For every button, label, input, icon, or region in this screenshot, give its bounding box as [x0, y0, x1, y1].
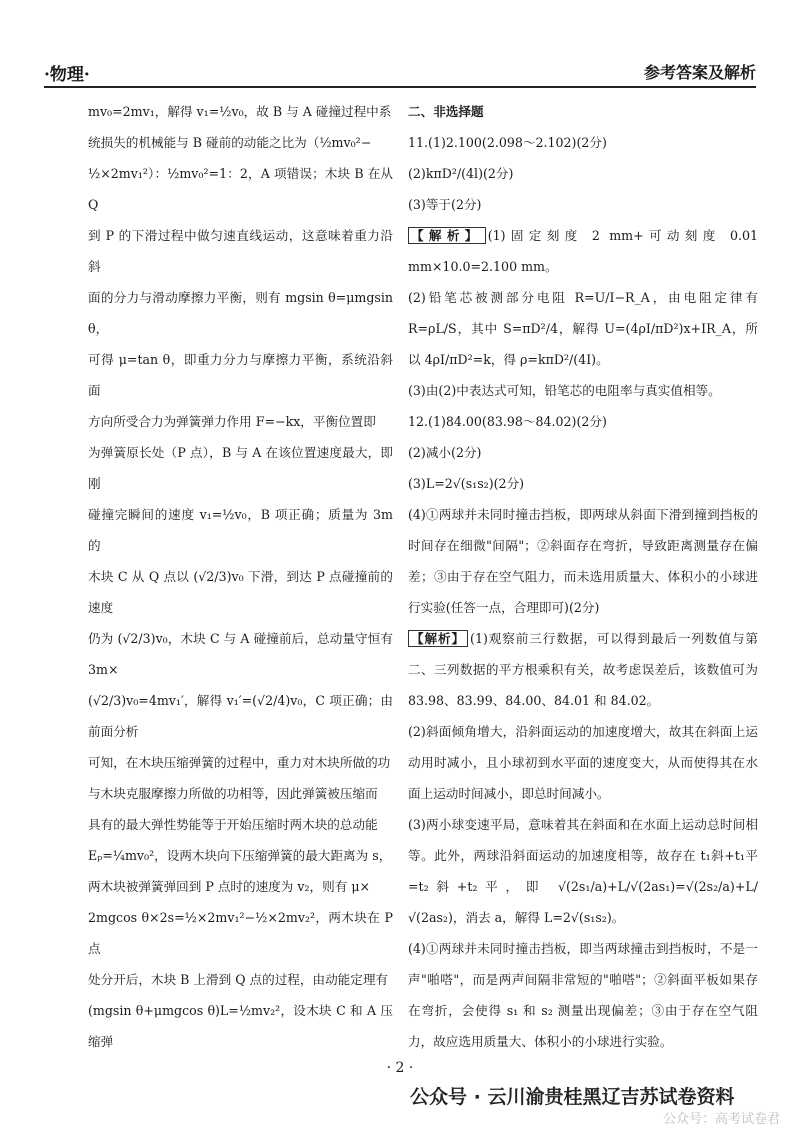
answer-text: (4)①两球并未同时撞击挡板，即当两球撞击到挡板时，不是一声"啪嗒"，而是两声间隔非常短的"啪嗒"；②斜面平板如果存在弯折，会使得 s₁ 和 s₂ 测量出现偏差；③由于存在空气阻力，故应选用质量大、体积小的小球进行实验。	[408, 941, 758, 1049]
answer-text: 二、非选择题	[408, 104, 484, 119]
solution-line: (√2/3)v₀=4mv₁′，解得 v₁′=(√2/4)v₀，C 项正确；由前面分析	[88, 693, 393, 739]
header-rule	[44, 86, 756, 88]
answer-text: (3)等于(2分)	[408, 197, 482, 212]
answer-paragraph	[408, 282, 758, 375]
solution-line: 方向所受合力为弹簧弹力作用 F=−kx，平衡位置即	[88, 414, 376, 429]
answer-text: (3)L=2√(s₁s₂)(2分)	[408, 476, 525, 491]
answer-paragraph	[408, 716, 758, 809]
answer-paragraph	[408, 499, 758, 623]
solution-line: 木块 C 从 Q 点以 (√2/3)v₀ 下滑，到达 P 点碰撞前的速度	[88, 569, 393, 615]
page-header	[44, 48, 756, 88]
answer-text: 12.(1)84.00(83.98～84.02)(2分)	[408, 414, 607, 429]
answer-text: (2)减小(2分)	[408, 445, 482, 460]
answer-paragraph	[408, 468, 758, 499]
footer-subtext: 公众号：高考试卷君	[662, 1112, 780, 1127]
solution-line: 两木块被弹簧弹回到 P 点时的速度为 v₂，则有 μ×	[88, 879, 371, 894]
analysis-tag: 【解析】	[408, 227, 486, 244]
solution-line: 统损失的机械能与 B 碰前的动能之比为（½mv₀²−	[88, 135, 372, 150]
solution-line: 可得 μ=tan θ，即重力分力与摩擦力平衡，系统沿斜面	[88, 352, 393, 398]
answer-paragraph	[408, 406, 758, 437]
answer-text: (1)固定刻度 2 mm+可动刻度 0.01 mm×10.0=2.100 mm。	[408, 228, 758, 274]
solution-line: Eₚ=¼mv₀²，设两木块向下压缩弹簧的最大距离为 s，	[88, 848, 392, 863]
solution-line: 仍为 (√2/3)v₀，木块 C 与 A 碰撞前后，总动量守恒有 3m×	[88, 631, 393, 677]
answer-paragraph	[408, 158, 758, 189]
answer-paragraph	[408, 127, 758, 158]
solution-line: 到 P 的下滑过程中做匀速直线运动，这意味着重力沿斜	[88, 228, 393, 274]
left-column	[88, 96, 393, 1056]
solution-line: 可知，在木块压缩弹簧的过程中，重力对木块所做的功	[88, 755, 391, 770]
answer-paragraph	[408, 437, 758, 468]
solution-line: 2mgcos θ×2s=½×2mv₁²−½×2mv₂²，两木块在 P 点	[88, 910, 393, 956]
answer-paragraph	[408, 96, 758, 127]
answer-text: (2)铅笔芯被测部分电阻 R=U/I−R_A，由电阻定律有 R=ρL/S，其中 S=πD²/4，解得 U=(4ρI/πD²)x+IR_A，所以 4ρI/πD²=k，得 ρ=kπD²/(4I)。	[408, 290, 758, 367]
page-number: · 2 ·	[386, 1060, 414, 1076]
answer-paragraph	[408, 623, 758, 716]
answer-text: (3)两小球变速平局，意味着其在斜面和在水面上运动总时间相等。此外，两球沿斜面运动的加速度相等，故存在 t₁斜+t₁平=t₂斜+t₂平，即 √(2s₁/a)+L/√(2as₁)=√(2s₂/a)+L/√(2as₂)，消去 a，解得 L=2√(s₁s₂)。	[408, 817, 758, 925]
solution-line: ½×2mv₁²）：½mv₀²=1：2，A 项错误；木块 B 在从 Q	[88, 166, 393, 212]
solution-line: 面的分力与滑动摩擦力平衡，则有 mgsin θ=μmgsin θ，	[88, 290, 393, 336]
answer-text: (2)斜面倾角增大，沿斜面运动的加速度增大，故其在斜面上运动用时减小，且小球初到水平面的速度变大，从而使得其在水面上运动时间减小，即总时间减小。	[408, 724, 758, 801]
analysis-tag: 【解析】	[408, 630, 468, 647]
solution-line: mv₀=2mv₁，解得 v₁=½v₀，故 B 与 A 碰撞过程中系	[88, 104, 392, 119]
answer-paragraph	[408, 375, 758, 406]
section-title: 参考答案及解析	[643, 63, 756, 82]
footer-watermark: 公众号 · 云川渝贵桂黑辽吉苏试卷资料	[410, 1086, 735, 1108]
answer-paragraph	[408, 189, 758, 220]
solution-line: 与木块克服摩擦力所做的功相等，因此弹簧被压缩而	[88, 786, 378, 801]
answer-text: (1)观察前三行数据，可以得到最后一列数值与第二、三列数据的平方根乘积有关，故考虑误差后，该数值可为 83.98、83.99、84.00、84.01 和 84.02。	[408, 631, 758, 708]
answer-text: (2)kπD²/(4l)(2分)	[408, 166, 514, 181]
solution-line: 碰撞完瞬间的速度 v₁=½v₀，B 项正确；质量为 3m 的	[88, 507, 393, 553]
answer-paragraph	[408, 220, 758, 282]
answer-text: 11.(1)2.100(2.098～2.102)(2分)	[408, 135, 607, 150]
solution-line: (mgsin θ+μmgcos θ)L=½mv₂²，设木块 C 和 A 压缩弹	[88, 1003, 393, 1049]
answer-paragraph	[408, 809, 758, 933]
solution-line: 为弹簧原长处（P 点），B 与 A 在该位置速度最大，即刚	[88, 445, 393, 491]
right-column	[408, 96, 758, 1056]
subject-label: ·物理·	[44, 65, 90, 85]
solution-line: 处分开后，木块 B 上滑到 Q 点的过程，由动能定理有	[88, 972, 389, 987]
solution-line: 具有的最大弹性势能等于开始压缩时两木块的总动能	[88, 817, 378, 832]
answer-text: (3)由(2)中表达式可知，铅笔芯的电阻率与真实值相等。	[408, 383, 721, 398]
answer-text: (4)①两球并未同时撞击挡板，即两球从斜面下滑到撞到挡板的时间存在细微"间隔"；②斜面存在弯折，导致距离测量存在偏差；③由于存在空气阻力，而未选用质量大、体积小的小球进行实验(任答一点，合理即可)(2分)	[408, 507, 758, 615]
answer-paragraph	[408, 933, 758, 1056]
